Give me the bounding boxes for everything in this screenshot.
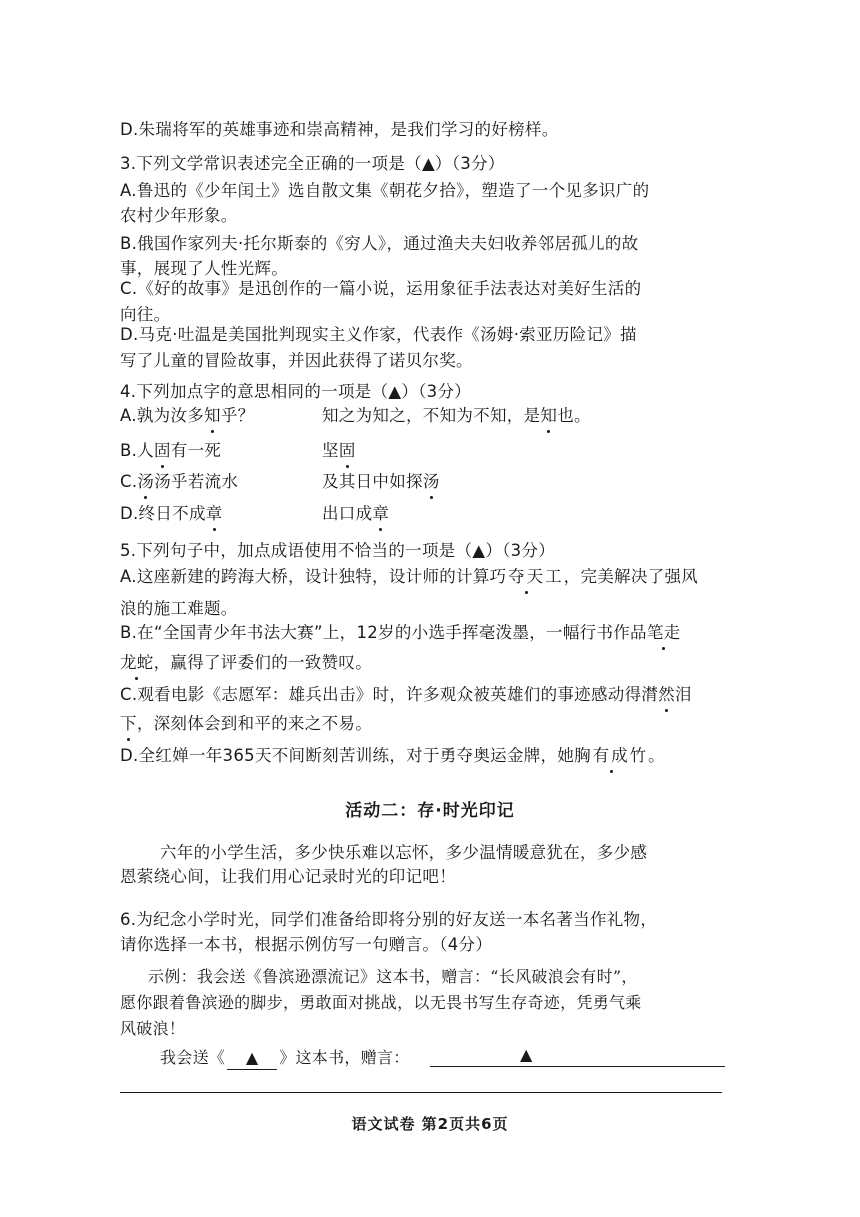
q6-example-3: 风破浪！ xyxy=(120,1019,186,1038)
q3-option-c-cont: 向往。 xyxy=(120,305,171,324)
q4-option-b: B.人固有一死 坚固 xyxy=(120,441,356,460)
q3-option-a: A.鲁迅的《少年闰土》选自散文集《朝花夕拾》，塑造了一个见多识广的 xyxy=(120,181,650,200)
dotted-idiom: 胸有成竹 xyxy=(574,746,649,765)
q6-answer-line: 我会送《 ▲ 》这本书，赠言： xyxy=(160,1047,410,1070)
q4-option-a: A.孰为汝多知乎？ 知之为知之，不知为不知，是知也。 xyxy=(120,406,591,425)
dotted-char: 固 xyxy=(338,441,356,460)
intro-line-1: 六年的小学生活，多少快乐难以忘怀，多少温情暖意犹在，多少感 xyxy=(160,843,648,862)
message-blank[interactable] xyxy=(430,1066,725,1067)
q5-option-b-cont: 龙蛇，赢得了评委们的一致赞叹。 xyxy=(120,653,373,672)
dotted-idiom: 龙蛇 xyxy=(120,653,154,672)
q5-option-d: D.全红婵一年365天不间断刻苦训练，对于勇夺奥运金牌，她胸有成竹。 xyxy=(120,746,665,765)
q5-stem: 5.下列句子中，加点成语使用不恰当的一项是（▲）（3分） xyxy=(120,541,556,560)
answer-marker: ▲ xyxy=(520,1045,533,1064)
dotted-idiom: 巧夺天工 xyxy=(489,567,564,586)
q3-stem: 3.下列文学常识表述完全正确的一项是（▲）（3分） xyxy=(120,154,505,173)
q5-option-a: A.这座新建的跨海大桥，设计独特，设计师的计算巧夺天工，完美解决了强风 xyxy=(120,567,699,586)
q6-stem-cont: 请你选择一本书，根据示例仿写一句赠言。（4分） xyxy=(120,935,493,954)
q5-option-c: C.观看电影《志愿军：雄兵出击》时，许多观众被英雄们的事迹感动得潸然泪 xyxy=(120,685,692,704)
dotted-idiom: 下 xyxy=(120,714,137,733)
q4-stem: 4.下列加点字的意思相同的一项是（▲）（3分） xyxy=(120,382,472,401)
q3-option-d: D.马克·吐温是美国批判现实主义作家，代表作《汤姆·索亚历险记》描 xyxy=(120,325,637,344)
dotted-char: 知 xyxy=(204,406,221,425)
q5-option-b: B.在“全国青少年书法大赛”上，12岁的小选手挥毫泼墨，一幅行书作品笔走 xyxy=(120,623,681,642)
dotted-idiom: 潸然泪 xyxy=(641,685,692,704)
q3-option-d-cont: 写了儿童的冒险故事，并因此获得了诺贝尔奖。 xyxy=(120,351,473,370)
q6-stem: 6.为纪念小学时光，同学们准备给即将分别的好友送一本名著当作礼物， xyxy=(120,910,658,929)
q3-option-b-cont: 事，展现了人性光辉。 xyxy=(120,259,288,278)
q3-option-c: C.《好的故事》是迅创作的一篇小说，运用象征手法表达对美好生活的 xyxy=(120,279,642,298)
dotted-char: 章 xyxy=(205,504,223,523)
dotted-char: 固 xyxy=(153,441,171,460)
q6-example-1: 示例：我会送《鲁滨逊漂流记》这本书，赠言：“长风破浪会有时”， xyxy=(148,967,638,986)
q5-option-a-cont: 浪的施工难题。 xyxy=(120,599,238,618)
dotted-char: 知 xyxy=(540,406,558,425)
answer-line-2[interactable] xyxy=(120,1092,722,1093)
q6-example-2: 愿你跟着鲁滨逊的脚步，勇敢面对挑战，以无畏书写生存奇迹，凭勇气乘 xyxy=(120,993,642,1012)
q3-option-b: B.俄国作家列夫·托尔斯泰的《穷人》，通过渔夫夫妇收养邻居孤儿的故 xyxy=(120,234,639,253)
q4-option-d: D.终日不成章 出口成章 xyxy=(120,504,390,523)
q2-option-d: D.朱瑞将军的英雄事迹和崇高精神，是我们学习的好榜样。 xyxy=(120,120,559,139)
dotted-char: 汤 xyxy=(137,472,155,491)
q3-option-a-cont: 农村少年形象。 xyxy=(120,206,238,225)
dotted-char: 汤 xyxy=(422,472,440,491)
section-title: 活动二：存·时光印记 xyxy=(345,801,515,821)
dotted-idiom: 笔走 xyxy=(646,623,681,642)
q4-option-c: C.汤汤乎若流水 及其日中如探汤 xyxy=(120,472,440,491)
dotted-char: 章 xyxy=(372,504,390,523)
page-footer: 语文试卷 第2页共6页 xyxy=(351,1115,509,1133)
q5-option-c-cont: 下，深刻体会到和平的来之不易。 xyxy=(120,714,373,733)
intro-line-2: 恩萦绕心间，让我们用心记录时光的印记吧！ xyxy=(120,867,456,886)
book-title-blank[interactable]: ▲ xyxy=(227,1047,277,1070)
